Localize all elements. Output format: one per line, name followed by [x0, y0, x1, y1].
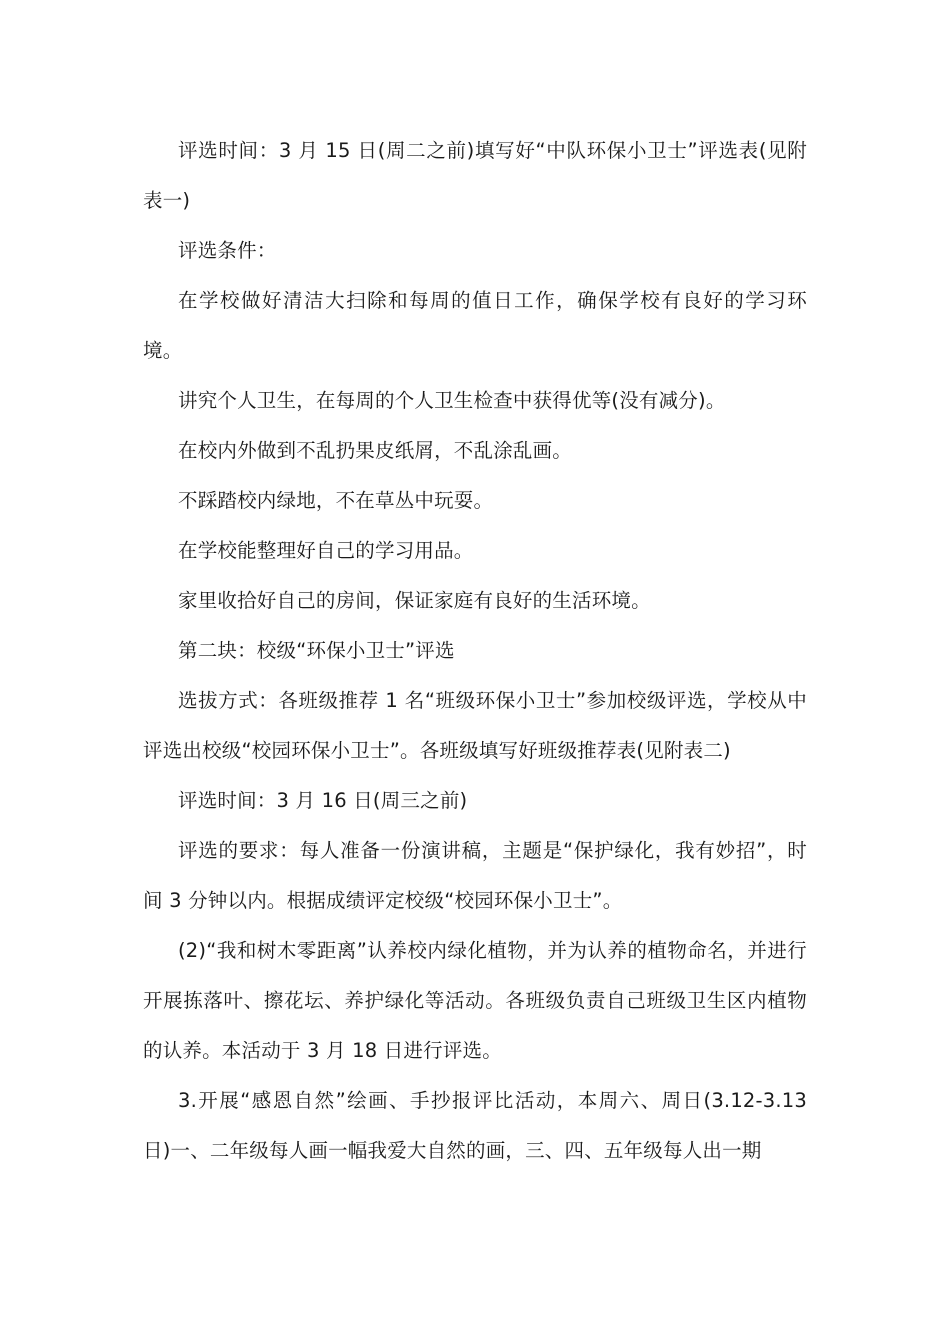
- paragraph-criterion-school-supplies: 在学校能整理好自己的学习用品。: [178, 539, 474, 562]
- paragraph-criterion-home-room: 家里收拾好自己的房间，保证家庭有良好的生活环境。: [178, 589, 651, 612]
- document-body: [143, 126, 807, 1176]
- paragraph-criterion-no-littering: 在校内外做到不乱扔果皮纸屑，不乱涂乱画。: [178, 439, 573, 462]
- paragraph-selection-criteria-heading: 评选条件：: [178, 239, 277, 262]
- paragraph-section-two-heading: 第二块：校级“环保小卫士”评选: [178, 639, 455, 662]
- paragraph-criterion-hygiene: 讲究个人卫生，在每周的个人卫生检查中获得优等(没有减分)。: [178, 389, 726, 412]
- paragraph-painting-activity: 3.开展“感恩自然”绘画、手抄报评比活动，本周六、周日(3.12-3.13 日)一、二年级每人画一幅我爱大自然的画，三、四、五年级每人出一期: [143, 1089, 807, 1162]
- paragraph-criterion-cleaning: 在学校做好清洁大扫除和每周的值日工作，确保学校有良好的学习环境。: [143, 289, 807, 362]
- paragraph-tree-adoption: (2)“我和树木零距离”认养校内绿化植物，并为认养的植物命名，并进行开展拣落叶、擦花坛、养护绿化等活动。各班级负责自己班级卫生区内植物的认养。本活动于 3 月 18 日进行评选。: [143, 939, 807, 1062]
- paragraph-selection-time: 评选时间：3 月 15 日(周二之前)填写好“中队环保小卫士”评选表(见附表一): [143, 139, 807, 212]
- paragraph-school-selection-time: 评选时间：3 月 16 日(周三之前): [178, 789, 468, 812]
- paragraph-selection-requirements: 评选的要求：每人准备一份演讲稿，主题是“保护绿化，我有妙招”，时间 3 分钟以内。根据成绩评定校级“校园环保小卫士”。: [143, 839, 807, 912]
- paragraph-selection-method: 选拔方式：各班级推荐 1 名“班级环保小卫士”参加校级评选，学校从中评选出校级“校园环保小卫士”。各班级填写好班级推荐表(见附表二): [143, 689, 807, 762]
- paragraph-criterion-green-space: 不踩踏校内绿地，不在草丛中玩耍。: [178, 489, 494, 512]
